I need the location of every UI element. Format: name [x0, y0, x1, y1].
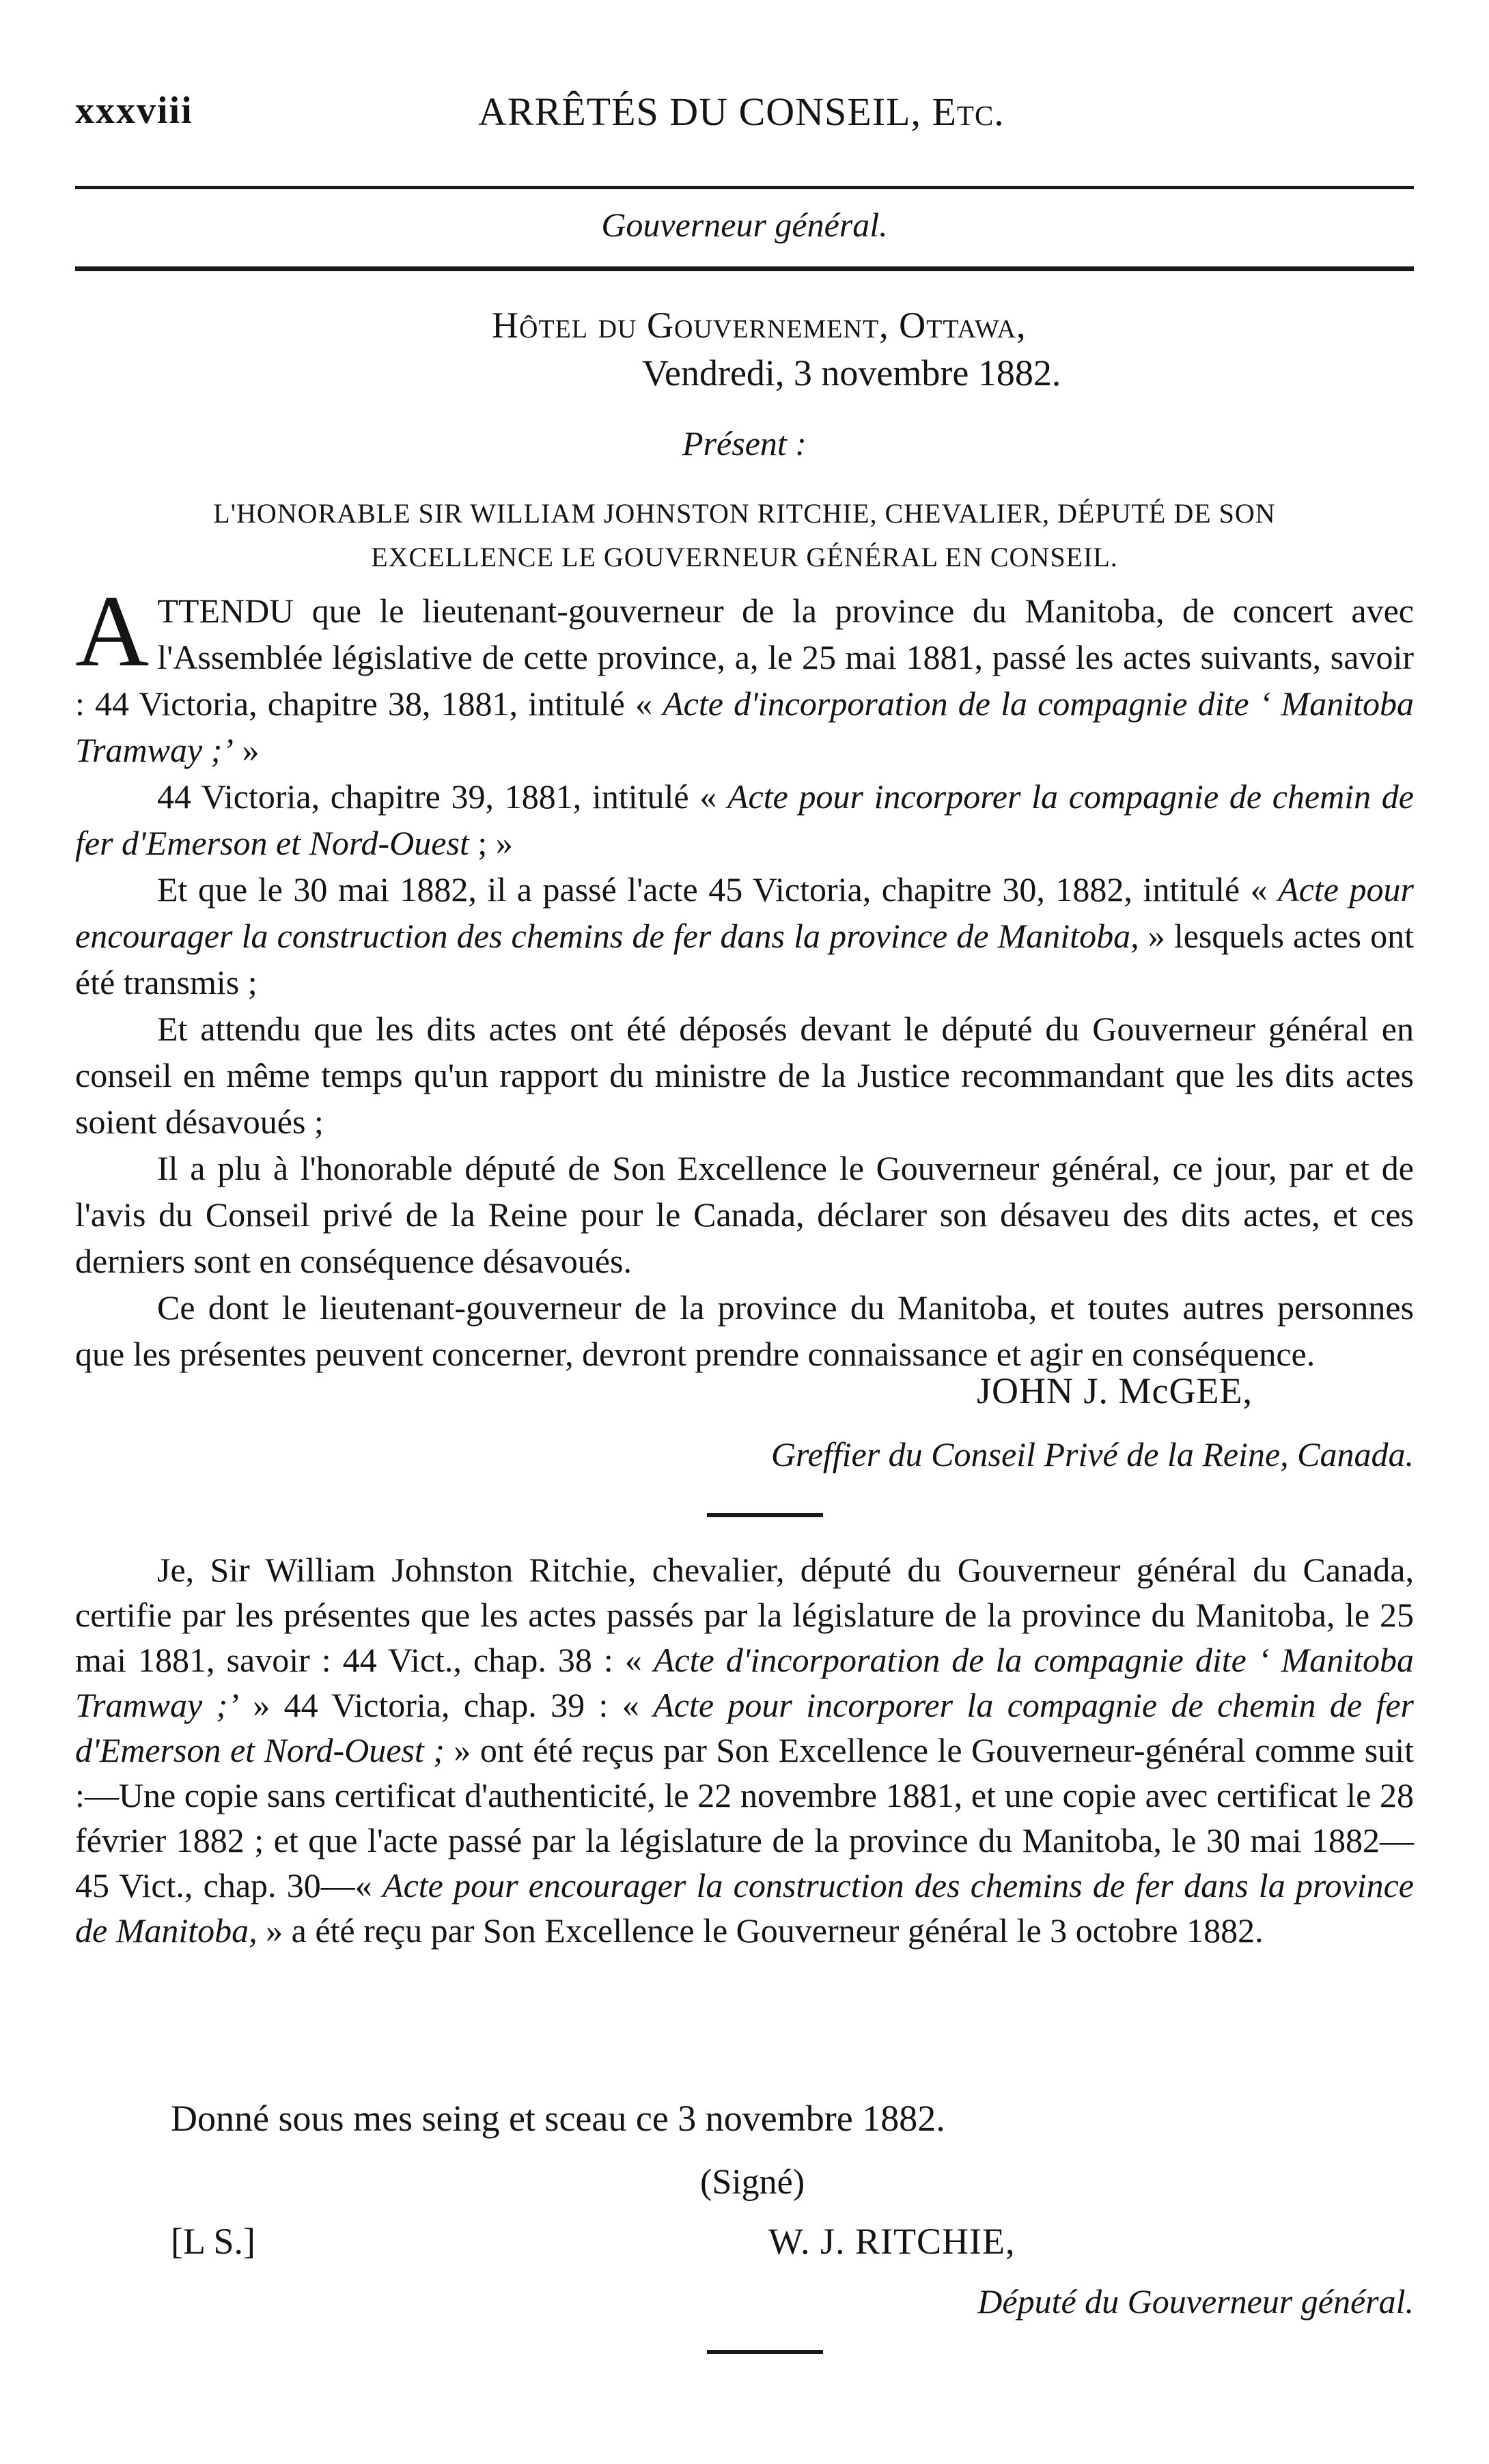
certificate-paragraph: Je, Sir William Johnston Ritchie, chevalier, député du Gouverneur général du Canada, certifie par les présentes que les actes passés par la législature de la province du Manitoba, le 25 mai 1881, savoir : 44 Vict., chap. 38 : « Acte d'incorporation de la compagnie dite ‘ Manitoba Tramway ;’ » 44 Victoria, chap. 39 : « Acte pour incorporer la compagnie de chemin de fer d'Emerson et Nord-Ouest ; » ont été reçus par Son Excellence le Gouverneur-général comme suit :—Une copie sans certificat d'authenticité, le 22 novembre 1881, et une copie avec certificat le 28 février 1882 ; et que l'acte passé par la législature de la province du Manitoba, le 30 mai 1882—45 Vict., chap. 30—« Acte pour encourager la construction des chemins de fer dans la province de Manitoba, » a été reçu par Son Excellence le Gouverneur général le 3 octobre 1882. — [75, 1551, 1415, 1950]
running-title-etc: Etc. — [932, 89, 1005, 134]
order-paragraph-4: Et attendu que les dits actes ont été déposés devant le député du Gouverneur général en conseil en même temps qu'un rapport du ministre de la Justice recommandant que les dits actes soient désavoués ; — [75, 1010, 1414, 1141]
running-title — [478, 89, 1005, 135]
order-paragraph-2: 44 Victoria, chapitre 39, 1881, intitulé « Acte pour incorporer la compagnie de chemin de fer d'Emerson et Nord-Ouest ; » — [75, 777, 1415, 862]
signatory-title: Greffier du Conseil Privé de la Reine, Canada. — [770, 1435, 1414, 1473]
order-paragraph-6: Ce dont le lieutenant-gouverneur de la province du Manitoba, et toutes autres personnes que les présentes peuvent concerner, devront prendre connaissance et agir en conséquence. — [75, 1288, 1414, 1373]
deputy-title: Député du Gouverneur général. — [977, 2282, 1414, 2321]
section-rule — [75, 266, 1414, 271]
end-rule — [707, 2350, 823, 2354]
signed-label: (Signé) — [700, 2163, 805, 2202]
present-label: Présent : — [682, 424, 807, 462]
certificate-text — [75, 1547, 1414, 1953]
signatory-name: JOHN J. McGEE, — [977, 1370, 1253, 1411]
date-line: Vendredi, 3 novembre 1882. — [642, 352, 1061, 393]
presence-line-2: EXCELLENCE LE GOUVERNEUR GÉNÉRAL EN CONSEIL. — [371, 542, 1118, 572]
running-title-main: ARRÊTÉS DU CONSEIL, — [478, 89, 932, 134]
place-line: Hôtel du Gouvernement, Ottawa, — [492, 305, 1027, 346]
order-paragraph-5: Il a plu à l'honorable député de Son Excellence le Gouverneur général, ce jour, par et de l'avis du Conseil privé de la Reine pour le Canada, déclarer son désaveu des dits actes, et ces derniers sont en conséquence désavoués. — [75, 1149, 1414, 1280]
order-paragraph-1: ATTENDU que le lieutenant-gouverneur de la province du Manitoba, de concert avec l'Assemblée législative de cette province, a, le 25 mai 1881, passé les actes suivants, savoir : 44 Victoria, chapitre 38, 1881, intitulé « Acte d'incorporation de la compagnie dite ‘ Manitoba Tramway ;’ » — [75, 575, 1414, 769]
previous-signature: Gouverneur général. — [601, 206, 888, 244]
presence-heading — [75, 492, 1414, 579]
page-number: xxxviii — [75, 89, 193, 132]
separator-rule — [707, 1513, 823, 1517]
order-paragraph-3: Et que le 30 mai 1882, il a passé l'acte 45 Victoria, chapitre 30, 1882, intitulé « Acte pour encourager la construction des chemins de fer dans la province de Manitoba, » lesquels actes ont été transmis ; — [75, 870, 1415, 1001]
header-rule — [75, 186, 1414, 189]
seal-label: [L S.] — [171, 2221, 255, 2262]
drop-cap: A — [75, 575, 150, 688]
given-line: Donné sous mes seing et sceau ce 3 novembre 1882. — [171, 2098, 945, 2139]
page-header — [75, 89, 1414, 137]
order-text — [75, 575, 1415, 1377]
deputy-name: W. J. RITCHIE, — [768, 2221, 1016, 2262]
presence-line-1: L'HONORABLE SIR WILLIAM JOHNSTON RITCHIE, CHEVALIER, DÉPUTÉ DE SON — [213, 498, 1276, 529]
